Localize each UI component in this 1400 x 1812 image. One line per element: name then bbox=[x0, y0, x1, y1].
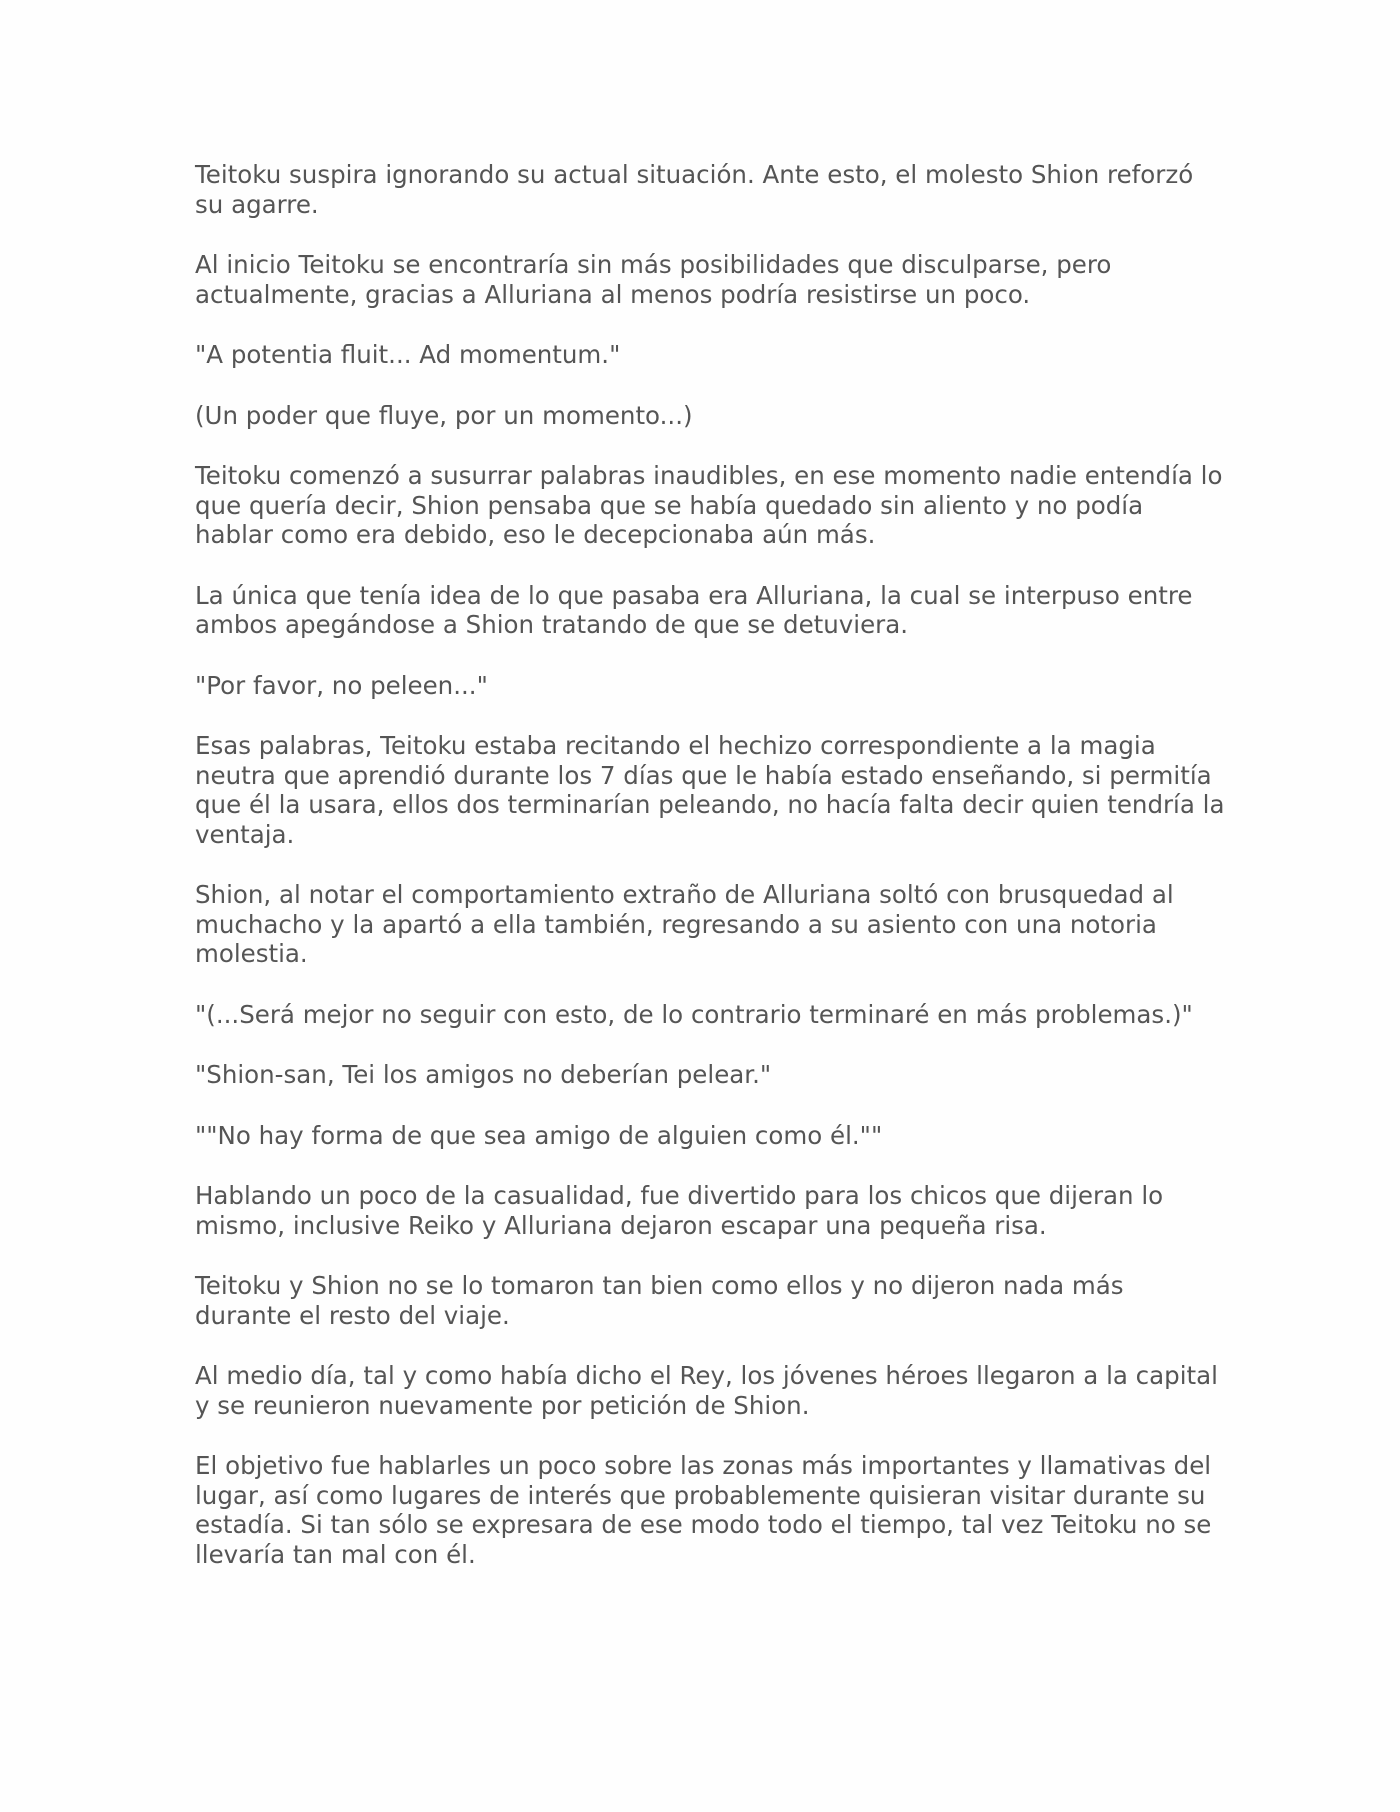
paragraph: Teitoku y Shion no se lo tomaron tan bien como ellos y no dijeron nada más durante el resto del viaje. bbox=[195, 1271, 1124, 1330]
paragraph: "(...Será mejor no seguir con esto, de lo contrario terminaré en más problemas.)" bbox=[195, 999, 1193, 1029]
paragraph: "A potentia fluit... Ad momentum." bbox=[195, 340, 621, 369]
paragraph: Al inicio Teitoku se encontraría sin más posibilidades que disculparse, pero actualmente, gracias a Alluriana al menos podría resistirse un poco. bbox=[195, 250, 1112, 309]
paragraph: Teitoku suspira ignorando su actual situación. Ante esto, el molesto Shion reforzó su agarre. bbox=[195, 160, 1194, 219]
paragraph: Teitoku comenzó a susurrar palabras inaudibles, en ese momento nadie entendía lo que quería decir, Shion pensaba que se había quedado sin aliento y no podía hablar como era debido, eso le decepcionaba aún más. bbox=[195, 461, 1223, 549]
paragraph: Esas palabras, Teitoku estaba recitando el hechizo correspondiente a la magia neutra que aprendió durante los 7 días que le había estado enseñando, si permitía que él la usara, ellos dos terminarían peleando, no hacía falta decir quien tendría la ventaja. bbox=[195, 731, 1225, 849]
paragraph: "Shion-san, Tei los amigos no deberían pelear." bbox=[195, 1060, 772, 1089]
paragraph: El objetivo fue hablarles un poco sobre las zonas más importantes y llamativas del lugar, así como lugares de interés que probablemente quisieran visitar durante su estadía. Si tan sólo se expresara de ese modo todo el tiempo, tal vez Teitoku no se llevaría tan mal con él. bbox=[195, 1451, 1212, 1569]
paragraph: "Por favor, no peleen..." bbox=[195, 670, 488, 700]
document-page bbox=[195, 160, 1225, 1600]
paragraph: Shion, al notar el comportamiento extraño de Alluriana soltó con brusquedad al muchacho y la apartó a ella también, regresando a su asiento con una notoria molestia. bbox=[195, 880, 1174, 968]
paragraph: Hablando un poco de la casualidad, fue divertido para los chicos que dijeran lo mismo, inclusive Reiko y Alluriana dejaron escapar una pequeña risa. bbox=[195, 1181, 1164, 1240]
paragraph: ""No hay forma de que sea amigo de alguien como él."" bbox=[195, 1120, 883, 1150]
paragraph: (Un poder que fluye, por un momento...) bbox=[195, 400, 693, 430]
paragraph: Al medio día, tal y como había dicho el Rey, los jóvenes héroes llegaron a la capital y se reunieron nuevamente por petición de Shion. bbox=[195, 1361, 1218, 1420]
paragraph: La única que tenía idea de lo que pasaba era Alluriana, la cual se interpuso entre ambos apegándose a Shion tratando de que se detuviera. bbox=[195, 580, 1193, 639]
